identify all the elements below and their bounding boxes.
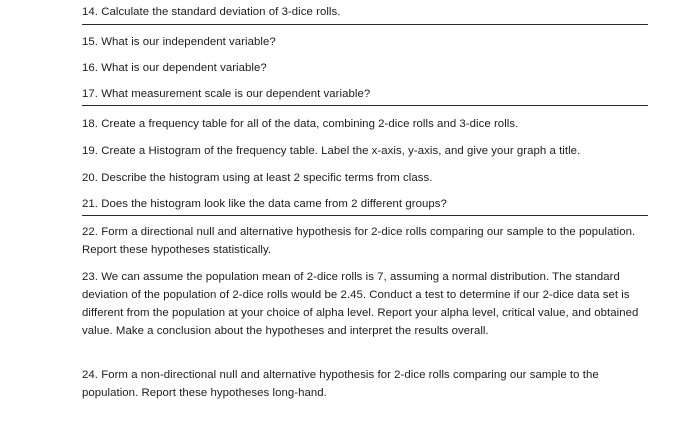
question-20: 20. Describe the histogram using at least 2 specific terms from class.	[82, 172, 433, 184]
question-17: 17. What measurement scale is our dependent variable?	[82, 88, 371, 100]
question-22: 22. Form a directional null and alternative hypothesis for 2-dice rolls comparing our sample to the population. Report these hypotheses statistically.	[82, 226, 636, 256]
question-19: 19. Create a Histogram of the frequency table. Label the x-axis, y-axis, and give your graph a title.	[82, 145, 581, 157]
section-divider	[82, 24, 648, 25]
question-23: 23. We can assume the population mean of 2-dice rolls is 7, assuming a normal distribution. The standard deviation of the population of 2-dice rolls would be 2.45. Conduct a test to determine if our 2-dice data set is different from the population at your choice of alpha level. Report your alpha level, critical value, and obtained value. Make a conclusion about the hypotheses and interpret the results overall.	[82, 271, 639, 337]
section-divider	[82, 105, 648, 106]
question-15: 15. What is our independent variable?	[82, 36, 276, 48]
question-16: 16. What is our dependent variable?	[82, 62, 267, 74]
question-24: 24. Form a non-directional null and alternative hypothesis for 2-dice rolls comparing our sample to the population. Report these hypotheses long-hand.	[82, 369, 599, 399]
section-divider	[82, 215, 648, 216]
question-21: 21. Does the histogram look like the data came from 2 different groups?	[82, 198, 447, 210]
question-18: 18. Create a frequency table for all of the data, combining 2-dice rolls and 3-dice rolls.	[82, 118, 519, 130]
question-14: 14. Calculate the standard deviation of 3-dice rolls.	[82, 6, 341, 18]
